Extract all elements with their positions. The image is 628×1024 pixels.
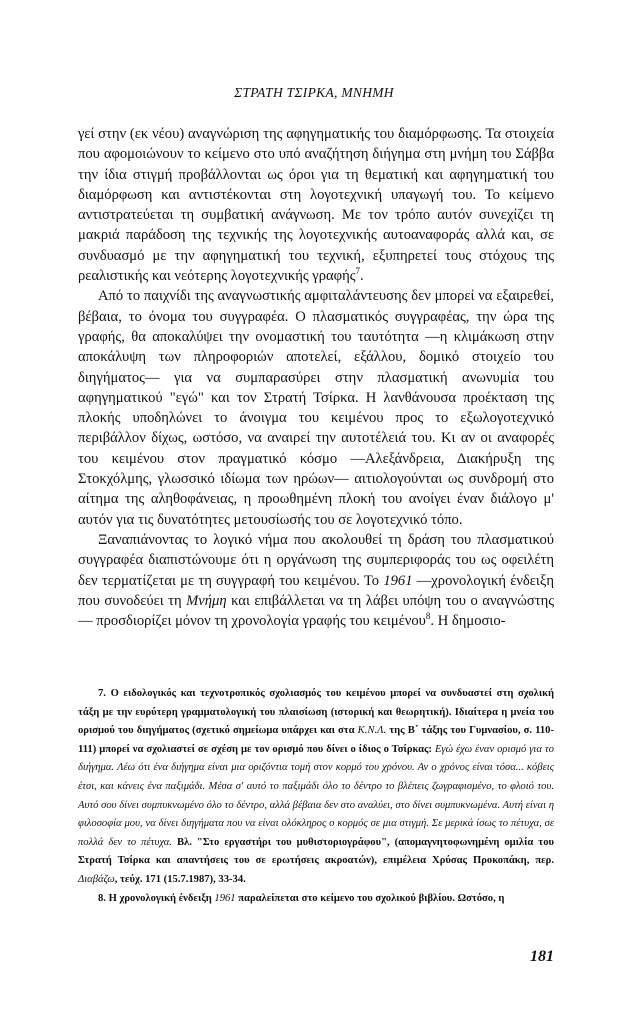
footnotes	[78, 685, 554, 908]
paragraph-text: Από το παιχνίδι της αναγνωστικής αμφιταλάντευσης δεν μπορεί να εξαιρεθεί, βέβαια, το όνομα του συγγραφέα. Ο πλασματικός συγγραφέας, την ώρα της γραφής, θα αποκαλύψει την ονομαστική του ταυτότητα —η κλιμάκωση στην αποκάλυψη των πληροφοριών αποτελεί, εξάλλου, δομικό στοιχείο του διηγήματος— για να συμπαρασύρει στην πλασματική ανωνυμία του αφηγηματικού "εγώ" και τον Στρατή Τσίρκα. Η λανθάνουσα προέκταση της πλοκής υποδηλώνει το άνοιγμα του κειμένου προς το εξωλογοτεχνικό περιβάλλον δίχως, ωστόσο, να αναιρεί την αυτοτέλειά του. Κι αν οι αναφορές του κειμένου στον πραγματικό κόσμο —Αλεξάνδρεια, Διακήρυξη της Στοκχόλμης, γλωσσικό ιδίωμα των ηρώων— αιτιολογούνται ως συνδρομή στο αίτημα της αληθοφάνειας, η προωθημένη πλοκή του ανοίγει έναν διάλογο μ' αυτόν για τις δυνατότητες μετουσίωσής του σε λογοτεχνικό τόπο.	[78, 288, 554, 528]
footnote-italic: Διαβάζω	[78, 873, 115, 885]
footnote-ref: 7	[355, 266, 360, 277]
paragraph-text: και επιβάλλεται να τη λάβει υπόψη του ο αναγνώστης— προσδιορίζει μόνον τη χρονολογία γραφής του κειμένου	[78, 592, 554, 630]
paragraph-text: . Η δημοσιο-	[430, 613, 506, 630]
work-title-italic: Μνήμη	[186, 592, 227, 609]
footnote-quote: Εγώ έχω έναν ορισμό για το διήγημα. Λέω ότι ένα διήγημα είναι μια οριζόντια τομή στον κορμό του χρόνου. Αν ο χρόνος είναι τόσα... κόβεις έτσι, και κάνεις ένα παξιμάδι. Μέσα σ' αυτό το παξιμάδι όλο το δέντρο το βλέπεις ζωγραφισμένο, το φλοιό του. Αυτό σου δίνει συμπυκνωμένο όλο το δέντρο, αλλά βέβαια δεν στο αναλύει, στο δίνει συμπυκνωμένα. Αυτή είναι η φιλοσοφία μου, να δίνει διηγήματα που να είναι ολόκληρος ο κορμός σε μια στιγμή. Σε μερικά ίσως το πέτυχα, σε πολλά δεν το πέτυχα.	[78, 743, 554, 848]
footnote-text: Βλ. "Στο εργαστήρι του μυθιστοριογράφου", (απομαγνητοφωνημένη ομιλία του Στρατή Τσίρκα και απαντήσεις του σε ερωτήσεις ακροατών), επιμέλεια Χρύσας Προκοπάκη, περ.	[78, 836, 554, 867]
paragraph-text: —χρονολογική ένδειξη που συνοδεύει τη	[78, 572, 554, 609]
footnote-text: της Β΄ τάξης του Γυμνασίου, σ. 110-111) μπορεί να σχολιαστεί σε σχέση με τον ορισμό που δίνει ο ίδιος ο Τσίρκας:	[78, 725, 554, 755]
footnote-text: 8. Η χρονολογική ένδειξη	[98, 892, 215, 904]
paragraph-text: γεί στην (εκ νέου) αναγνώριση της αφηγηματικής του διαμόρφωσης. Τα στοιχεία που αφομοιώνουν το κείμενο στο υπό αναζήτηση διήγημα στη μνήμη του Σάββα την ίδια στιγμή προβάλλονται ως όροι για τη θεματική και αφηγηματική του διαμόρφωση και αντιστέκονται στη λογοτεχνική υπαγωγή του. Το κείμενο αντιστρατεύεται τη συμβατική ανάγνωση. Με τον τρόπο αυτόν συνεχίζει τη μακριά παράδοση της τεχνικής της λογοτεχνικής αυτοαναφοράς αλλά και, σε συνδυασμό με την αφηγηματική του τεχνική, εξυπηρετεί τους στόχους της ρεαλιστικής και νεότερης λογοτεχνικής γραφής	[78, 126, 554, 285]
footnote-7	[78, 685, 554, 890]
paragraph	[78, 530, 554, 631]
footnote-text: 7. Ο ειδολογικός και τεχνοτροπικός σχολιασμός του κειμένου μπορεί να συνδυαστεί στη σχολική τάξη με την ευρύτερη γραμματολογική του πλαισίωση (ιστορική και θεωρητική). Ιδιαίτερα η μνεία του ορισμού του διηγήματος (σχετικό σημείωμα υπάρχει και στα	[78, 688, 554, 737]
footnote-italic: Κ.Ν.Λ.	[357, 725, 387, 737]
paragraph-text: Ξαναπιάνοντας το λογικό νήμα που ακολουθεί τη δράση του πλασματικού συγγραφέα διαπιστώνουμε ότι η οργάνωση της συμπεριφοράς του ως οφειλέτη δεν τερματίζεται με τη συγγραφή του κειμένου. Το	[78, 531, 554, 589]
paragraph	[78, 286, 554, 530]
paragraph-text: .	[360, 268, 364, 285]
footnote-text: παραλείπεται στο κείμενο του σχολικού βιβλίου. Ωστόσο, η	[235, 892, 505, 904]
footnote-text: , τεύχ. 171 (15.7.1987), 33-34.	[114, 873, 246, 885]
footnote-8	[78, 890, 554, 909]
year-italic: 1961	[383, 572, 413, 589]
footnote-italic: 1961	[214, 892, 236, 904]
running-head: ΣΤΡΑΤΗ ΤΣΙΡΚΑ, ΜΝΗΜΗ	[234, 85, 394, 100]
footnote-ref: 8	[425, 611, 431, 622]
page-number: 181	[530, 948, 554, 965]
paragraph	[78, 124, 554, 286]
main-text	[78, 124, 554, 631]
